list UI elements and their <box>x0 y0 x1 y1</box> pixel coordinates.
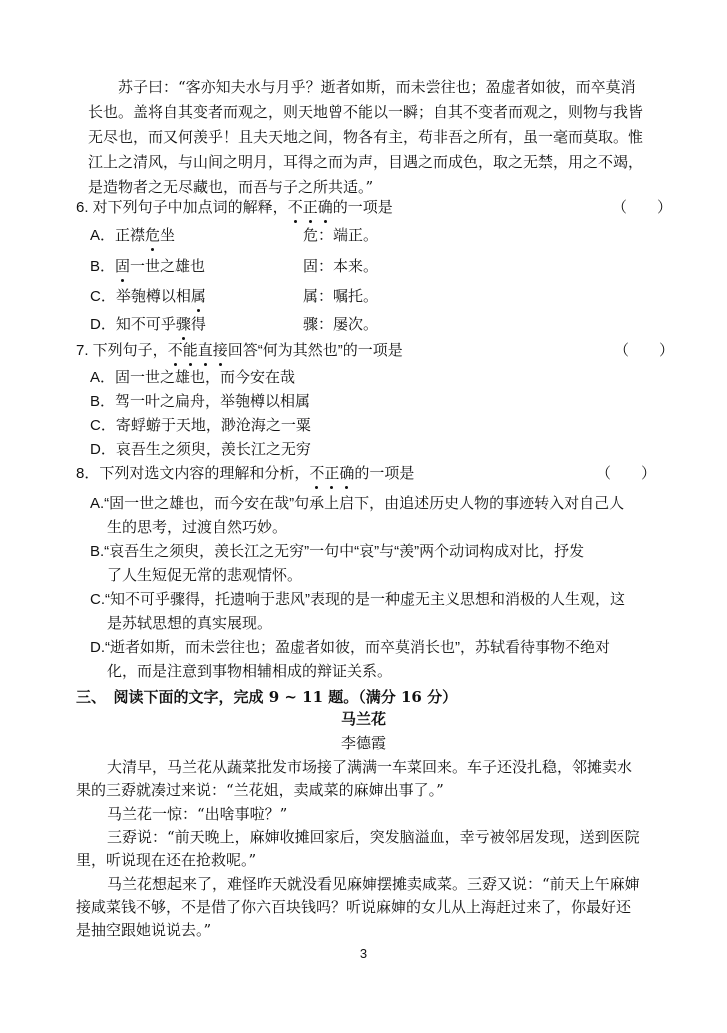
page-number: 3 <box>359 946 368 961</box>
story-line: 是抽空跟她说说去。” <box>76 921 212 939</box>
dotted-char: 确 <box>317 199 333 216</box>
passage-line: 无尽也，而又何羡乎！且夫天地之间，物各有主，苟非吾之所有，虽一毫而莫取。惟 <box>88 128 644 146</box>
option-a: A.“固一世之雄也，而今安在哉”句承上启下，由追述历史人物的事迹转入对自己人 <box>90 495 625 512</box>
story-line: 三孬说：“前天晚上，麻婶收摊回家后，突发脑溢血，幸亏被邻居发现，送到医院 <box>107 828 640 846</box>
story-author: 李德霞 <box>340 735 386 752</box>
story-line: 马兰花一惊：“出啥事啦？” <box>107 805 288 823</box>
option-b: B．驾一叶之扁舟，举匏樽以相属 <box>90 393 311 410</box>
dotted-char: 正 <box>324 465 340 482</box>
option-a: A．正襟危坐 <box>90 227 176 244</box>
story-line: 马兰花想起来了，难怪昨天就没看见麻婶摆摊卖咸菜。三孬又说：“前天上午麻婶 <box>107 875 640 893</box>
dotted-char: 不 <box>167 342 183 359</box>
answer-paren: （ ） <box>612 199 673 216</box>
option-a: A．固一世之雄也，而今安在哉 <box>90 369 296 386</box>
option-d-cont: 化，而是注意到事物相辅相成的辩证关系。 <box>107 663 393 680</box>
passage-line: 江上之清风，与山间之明月，耳得之而为声，目遇之而成色，取之无禁，用之不竭， <box>88 153 644 171</box>
dotted-char: 不 <box>309 465 325 482</box>
option-c: C.“知不可乎骤得，托遗响于悲风”表现的是一种虚无主义思想和消极的人生观，这 <box>90 591 625 608</box>
option-d: D．哀吾生之须臾，羡长江之无穷 <box>90 441 311 458</box>
option-gloss: 固：本来。 <box>303 258 379 275</box>
story-line: 里，听说现在还在抢救呢。” <box>76 851 257 869</box>
question-stem: 8．下列对选文内容的理解和分析，不正确的一项是 <box>76 465 415 482</box>
option-a-cont: 生的思考，过渡自然巧妙。 <box>107 519 288 536</box>
section-heading: 三、 阅读下面的文字，完成 9 ~ 11 题。（满分 16 分） <box>76 688 458 706</box>
option-d: D．知不可乎骤得 <box>90 316 206 333</box>
story-line: 大清早，马兰花从蔬菜批发市场接了满满一车菜回来。车子还没扎稳，邻摊卖水 <box>107 758 633 776</box>
passage-line: 长也。盖将自其变者而观之，则天地曾不能以一瞬；自其不变者而观之，则物与我皆 <box>88 103 644 121</box>
option-c-cont: 是苏轼思想的真实展现。 <box>107 615 273 632</box>
question-stem: 6. 对下列句子中加点词的解释，不正确的一项是 <box>76 199 393 216</box>
dotted-word: 属 <box>190 288 206 305</box>
option-b-cont: 了人生短促无常的悲观情怀。 <box>107 567 303 584</box>
option-c: C．寄蜉蝣于天地，渺沧海之一粟 <box>90 417 311 434</box>
dotted-emphasis <box>288 199 333 216</box>
option-b: B．固一世之雄也 <box>90 258 206 275</box>
story-line: 果的三孬就凑过来说：“兰花姐，卖咸菜的麻婶出事了。” <box>76 781 444 799</box>
question-stem: 7. 下列句子，不能直接回答“何为其然也”的一项是 <box>76 342 403 359</box>
option-d: D.“逝者如斯，而未尝往也；盈虚者如彼，而卒莫消长也”，苏轼看待事物不绝对 <box>90 639 610 656</box>
dotted-word: 骤 <box>175 316 191 333</box>
dotted-char: 确 <box>339 465 355 482</box>
dotted-word: 固 <box>115 258 131 275</box>
story-line: 接咸菜钱不够，不是借了你六百块钱吗？听说麻婶的女儿从上海赶过来了，你最好还 <box>76 898 632 916</box>
answer-paren: （ ） <box>596 465 657 482</box>
dotted-char: 接 <box>212 342 228 359</box>
passage-line: 苏子曰：“客亦知夫水与月乎？逝者如斯，而未尝往也；盈虚者如彼，而卒莫消 <box>118 78 636 96</box>
dotted-word: 危 <box>145 227 161 244</box>
dotted-emphasis <box>309 465 354 482</box>
dotted-char: 正 <box>302 199 318 216</box>
dotted-char: 能 <box>182 342 198 359</box>
option-c: C．举匏樽以相属 <box>90 288 206 305</box>
dotted-char: 直 <box>197 342 213 359</box>
passage-line: 是造物者之无尽藏也，而吾与子之所共适。” <box>88 178 374 196</box>
answer-paren: （ ） <box>614 342 675 359</box>
dotted-char: 不 <box>287 199 303 216</box>
option-gloss: 骤：屡次。 <box>303 316 379 333</box>
option-gloss: 属：嘱托。 <box>303 288 379 305</box>
story-title: 马兰花 <box>340 711 386 728</box>
option-b: B.“哀吾生之须臾，羡长江之无穷”一句中“哀”与“羡”两个动词构成对比，抒发 <box>90 543 585 560</box>
dotted-emphasis <box>168 342 228 359</box>
option-gloss: 危：端正。 <box>303 227 379 244</box>
